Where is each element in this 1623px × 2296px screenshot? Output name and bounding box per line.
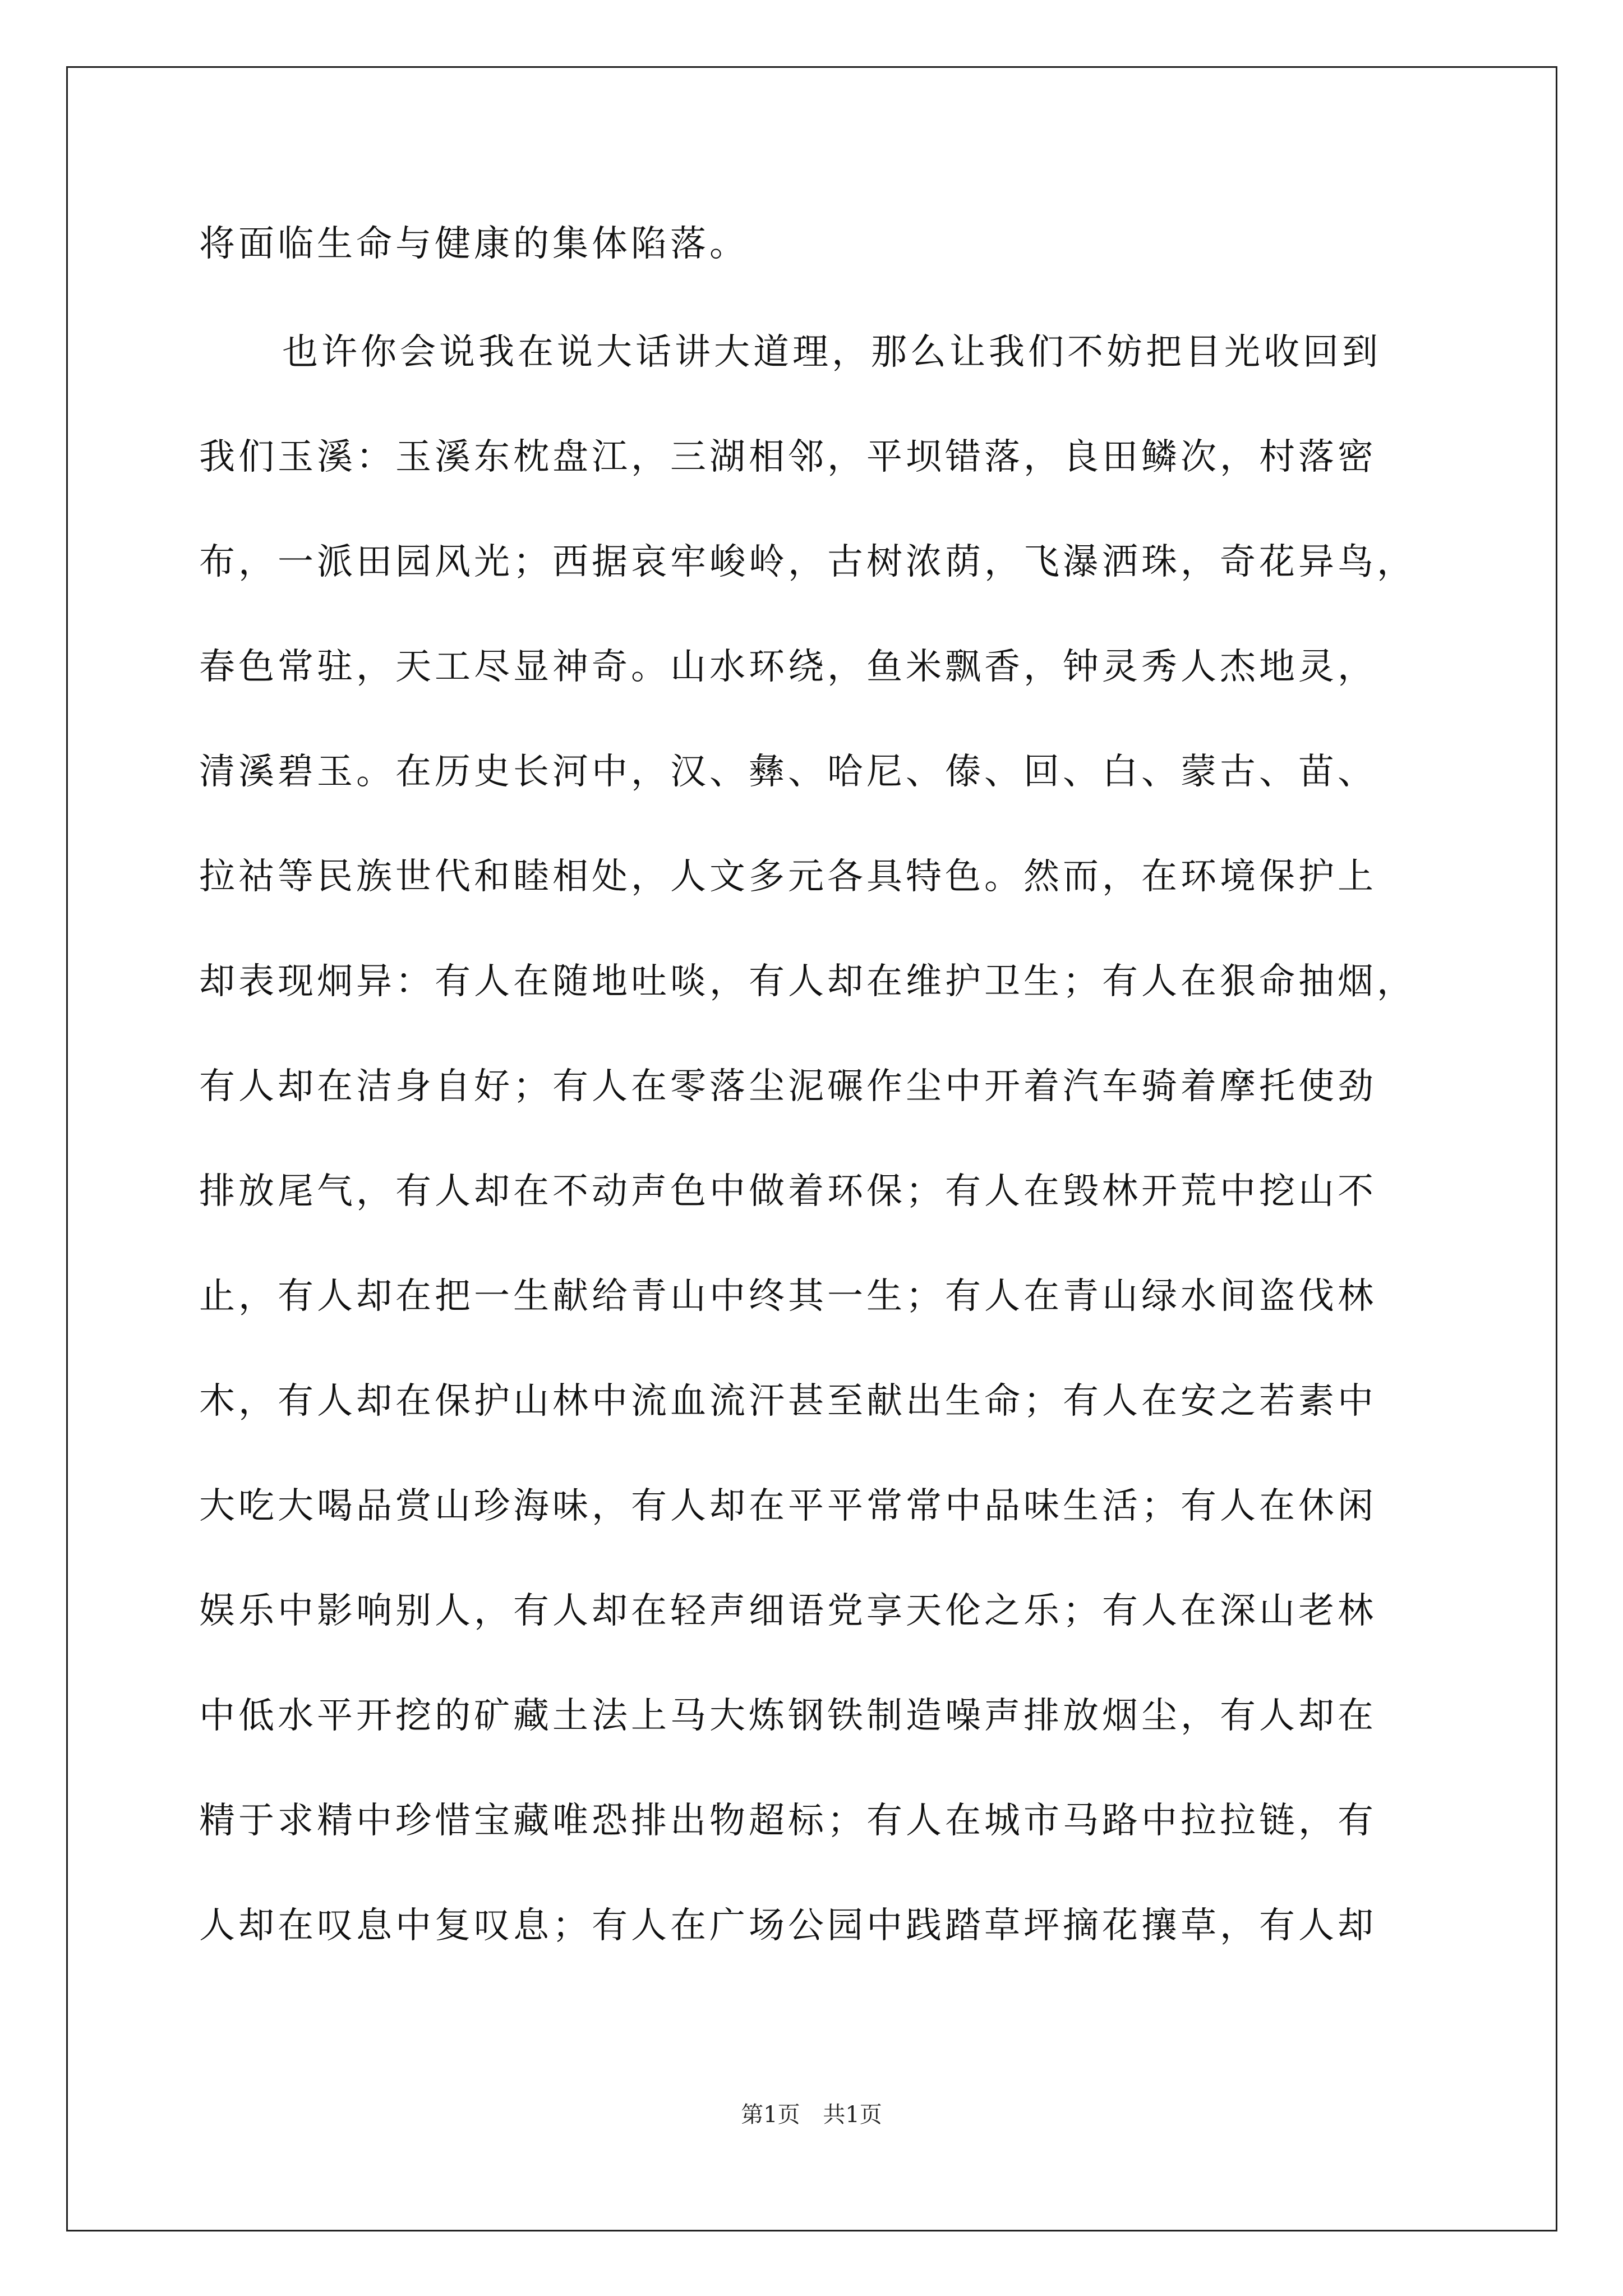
text-line: 娱乐中影响别人，有人却在轻声细语党享天伦之乐；有人在深山老林 — [199, 1590, 1377, 1632]
page-footer — [0, 2097, 1623, 2129]
text-line: 布，一派田园风光；西据哀牢峻岭，古树浓荫，飞瀑洒珠，奇花异鸟， — [199, 541, 1416, 583]
text-line: 中低水平开挖的矿藏土法上马大炼钢铁制造噪声排放烟尘，有人却在 — [199, 1695, 1377, 1737]
text-line: 止，有人却在把一生献给青山中终其一生；有人在青山绿水间盗伐林 — [199, 1276, 1377, 1317]
text-line: 排放尾气，有人却在不动声色中做着环保；有人在毁林开荒中挖山不 — [199, 1171, 1377, 1212]
text-line: 人却在叹息中复叹息；有人在广场公园中践踏草坪摘花攘草，有人却 — [199, 1905, 1377, 1947]
text-line: 将面临生命与健康的集体陷落。 — [199, 223, 749, 265]
text-line: 我们玉溪：玉溪东枕盘江，三湖相邻，平坝错落，良田鳞次，村落密 — [199, 436, 1377, 478]
text-line: 大吃大喝品赏山珍海味，有人却在平平常常中品味生活；有人在休闲 — [199, 1485, 1377, 1527]
text-line: 拉祜等民族世代和睦相处，人文多元各具特色。然而，在环境保护上 — [199, 856, 1377, 898]
text-line: 春色常驻，天工尽显神奇。山水环绕，鱼米飘香，钟灵秀人杰地灵， — [199, 646, 1377, 688]
text-line: 也许你会说我在说大话讲大道理，那么让我们不妨把目光收回到 — [282, 332, 1381, 373]
page-total: 共1页 — [823, 2102, 882, 2128]
text-line: 清溪碧玉。在历史长河中，汉、彝、哈尼、傣、回、白、蒙古、苗、 — [199, 751, 1377, 793]
page-number: 第1页 — [741, 2102, 800, 2128]
text-line: 有人却在洁身自好；有人在零落尘泥碾作尘中开着汽车骑着摩托使劲 — [199, 1066, 1377, 1107]
text-line: 木，有人却在保护山林中流血流汗甚至献出生命；有人在安之若素中 — [199, 1381, 1377, 1422]
document-body — [199, 216, 1444, 1978]
text-line: 却表现炯异：有人在随地吐啖，有人却在维护卫生；有人在狠命抽烟， — [199, 961, 1416, 1002]
text-line: 精于求精中珍惜宝藏唯恐排出物超标；有人在城市马路中拉拉链，有 — [199, 1800, 1377, 1842]
